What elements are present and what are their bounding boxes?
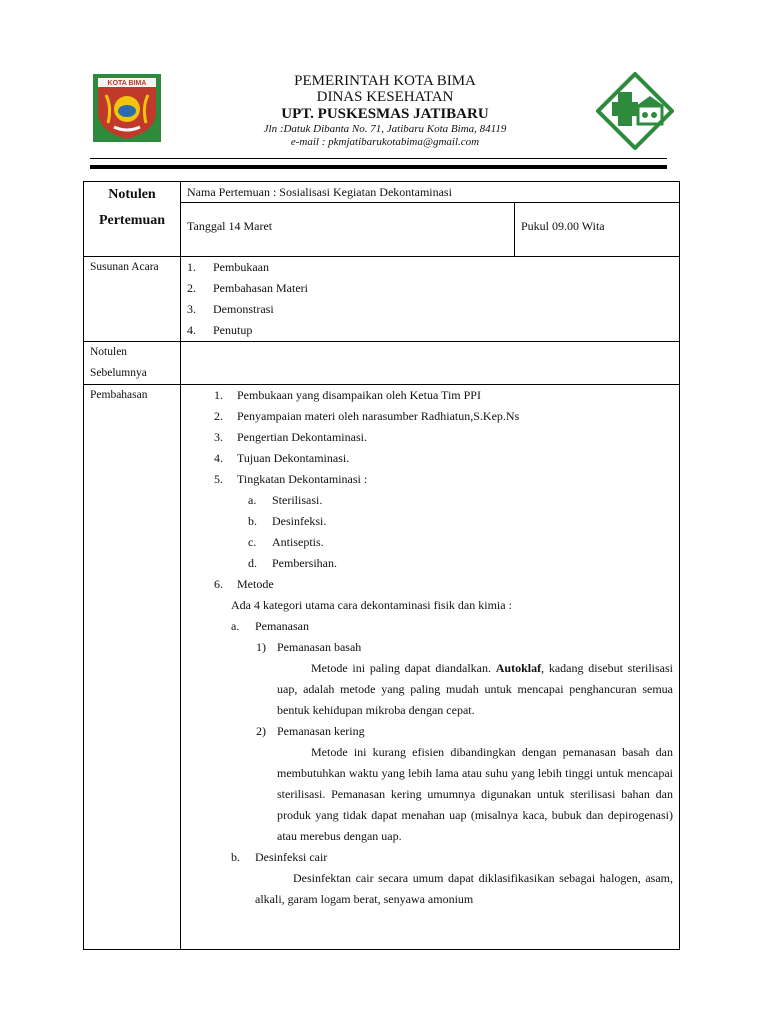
letterhead-email: e-mail : pkmjatibarukotabima@gmail.com xyxy=(290,136,480,148)
metode-intro: Ada 4 kategori utama cara dekontaminasi fisik dan kimia : xyxy=(231,598,512,612)
crest-text: KOTA BIMA xyxy=(107,80,147,87)
list-item xyxy=(181,721,673,742)
list-item xyxy=(181,490,673,511)
list-item xyxy=(181,637,673,658)
list-item-text: Desinfeksi cair xyxy=(255,850,328,864)
paragraph-text: , kadang disebut sterilisasi uap, adalah metode yang paling mudah untuk mencapai penghancuran semua bentuk kehidupan mikroba dengan cepat. xyxy=(277,661,673,717)
list-item-text: Antiseptis. xyxy=(272,535,324,549)
list-item xyxy=(181,847,673,868)
list-item-text: Pemanasan basah xyxy=(277,640,362,654)
list-item-number: 4. xyxy=(214,451,223,465)
list-item-number: 2) xyxy=(256,724,266,738)
list-item-number: 2. xyxy=(214,409,223,423)
list-item-text: Sterilisasi. xyxy=(272,493,323,507)
kota-bima-crest-icon xyxy=(92,73,162,143)
list-item xyxy=(187,257,679,278)
list-item xyxy=(181,448,673,469)
list-item xyxy=(187,299,679,320)
list-item-text: Tujuan Dekontaminasi. xyxy=(237,451,350,465)
label-notulen-sebelumnya: Notulen Sebelumnya xyxy=(84,342,181,385)
letterhead-rule-thick xyxy=(90,165,667,169)
list-item-text: Pembukaan yang disampaikan oleh Ketua Tim PPI xyxy=(237,388,481,402)
health-cross-house-icon xyxy=(596,72,674,150)
pembahasan-content xyxy=(181,385,680,950)
list-item xyxy=(181,469,673,490)
list-item xyxy=(181,532,673,553)
list-item-number: d. xyxy=(248,556,257,570)
list-item-number: 1) xyxy=(256,640,266,654)
list-item-number: c. xyxy=(248,535,257,549)
doc-title xyxy=(84,182,181,257)
list-item-number: 4. xyxy=(187,323,196,337)
letterhead-line2: DINAS KESEHATAN xyxy=(316,89,454,105)
list-item-text: Tingkatan Dekontaminasi : xyxy=(237,472,368,486)
letterhead xyxy=(0,0,768,175)
list-item-number: b. xyxy=(248,514,257,528)
list-item-text: Demonstrasi xyxy=(213,302,274,316)
list-item-number: 5. xyxy=(214,472,223,486)
letterhead-line1: PEMERINTAH KOTA BIMA xyxy=(294,73,476,89)
paragraph-pemanasan-kering: Metode ini kurang efisien dibandingkan dengan pemanasan basah dan membutuhkan waktu yang lebih lama atau suhu yang lebih tinggi untuk mencapai sterilisasi. Pemanasan kering umumnya digunakan untuk sterilisasi bahan dan produk yang tidak dapat menahan uap (misalnya kaca, bubuk dan depirogenasi) atau merebus dengan uap. xyxy=(277,745,673,843)
list-item xyxy=(187,320,679,341)
list-item-text: Penyampaian materi oleh narasumber Radhiatun,S.Kep.Ns xyxy=(237,409,520,423)
list-item-text: Pemanasan xyxy=(255,619,309,633)
meeting-name: Nama Pertemuan : Sosialisasi Kegiatan Dekontaminasi xyxy=(181,182,680,203)
list-item-number: a. xyxy=(248,493,257,507)
list-item xyxy=(181,511,673,532)
list-item-text: Metode xyxy=(237,577,274,591)
letterhead-text xyxy=(160,73,610,149)
meeting-time: Pukul 09.00 Wita xyxy=(515,203,680,257)
list-item-text: Pengertian Dekontaminasi. xyxy=(237,430,367,444)
list-item-text: Pembersihan. xyxy=(272,556,337,570)
notulen-sebelumnya-value xyxy=(181,342,680,385)
list-item-text: Penutup xyxy=(213,323,253,337)
meeting-date: Tanggal 14 Maret xyxy=(181,203,515,257)
list-item-text: Desinfeksi. xyxy=(272,514,327,528)
list-item xyxy=(181,427,673,448)
list-item xyxy=(181,553,673,574)
susunan-acara-list xyxy=(181,257,680,342)
paragraph-desinfeksi-cair: Desinfektan cair secara umum dapat diklasifikasikan sebagai halogen, asam, alkali, garam logam berat, senyawa amonium xyxy=(255,871,673,906)
letterhead-line3: UPT. PUSKESMAS JATIBARU xyxy=(281,106,489,122)
label-pembahasan: Pembahasan xyxy=(84,385,181,950)
notulen-table xyxy=(83,181,680,950)
letterhead-address: Jln :Datuk Dibanta No. 71, Jatibaru Kota Bima, 84119 xyxy=(263,123,507,135)
list-item xyxy=(181,406,673,427)
list-item-number: 3. xyxy=(187,302,196,316)
list-item-number: b. xyxy=(231,850,240,864)
list-item-number: a. xyxy=(231,619,240,633)
list-item xyxy=(181,574,673,595)
list-item-number: 1. xyxy=(187,260,196,274)
list-item-number: 6. xyxy=(214,577,223,591)
label-susunan-acara: Susunan Acara xyxy=(84,257,181,342)
doc-title-text: Notulen Pertemuan xyxy=(98,187,166,228)
paragraph-bold-text: Autoklaf xyxy=(495,661,542,675)
list-item-number: 1. xyxy=(214,388,223,402)
list-item-number: 3. xyxy=(214,430,223,444)
list-item-text: Pemanasan kering xyxy=(277,724,365,738)
letterhead-rule-thin xyxy=(90,158,667,159)
paragraph-text: Metode ini paling dapat diandalkan. xyxy=(311,661,496,675)
list-item xyxy=(181,385,673,406)
list-item xyxy=(181,616,673,637)
list-item-number: 2. xyxy=(187,281,196,295)
list-item-text: Pembahasan Materi xyxy=(213,281,308,295)
list-item xyxy=(187,278,679,299)
list-item-text: Pembukaan xyxy=(213,260,269,274)
paragraph-pemanasan-basah xyxy=(277,658,673,721)
